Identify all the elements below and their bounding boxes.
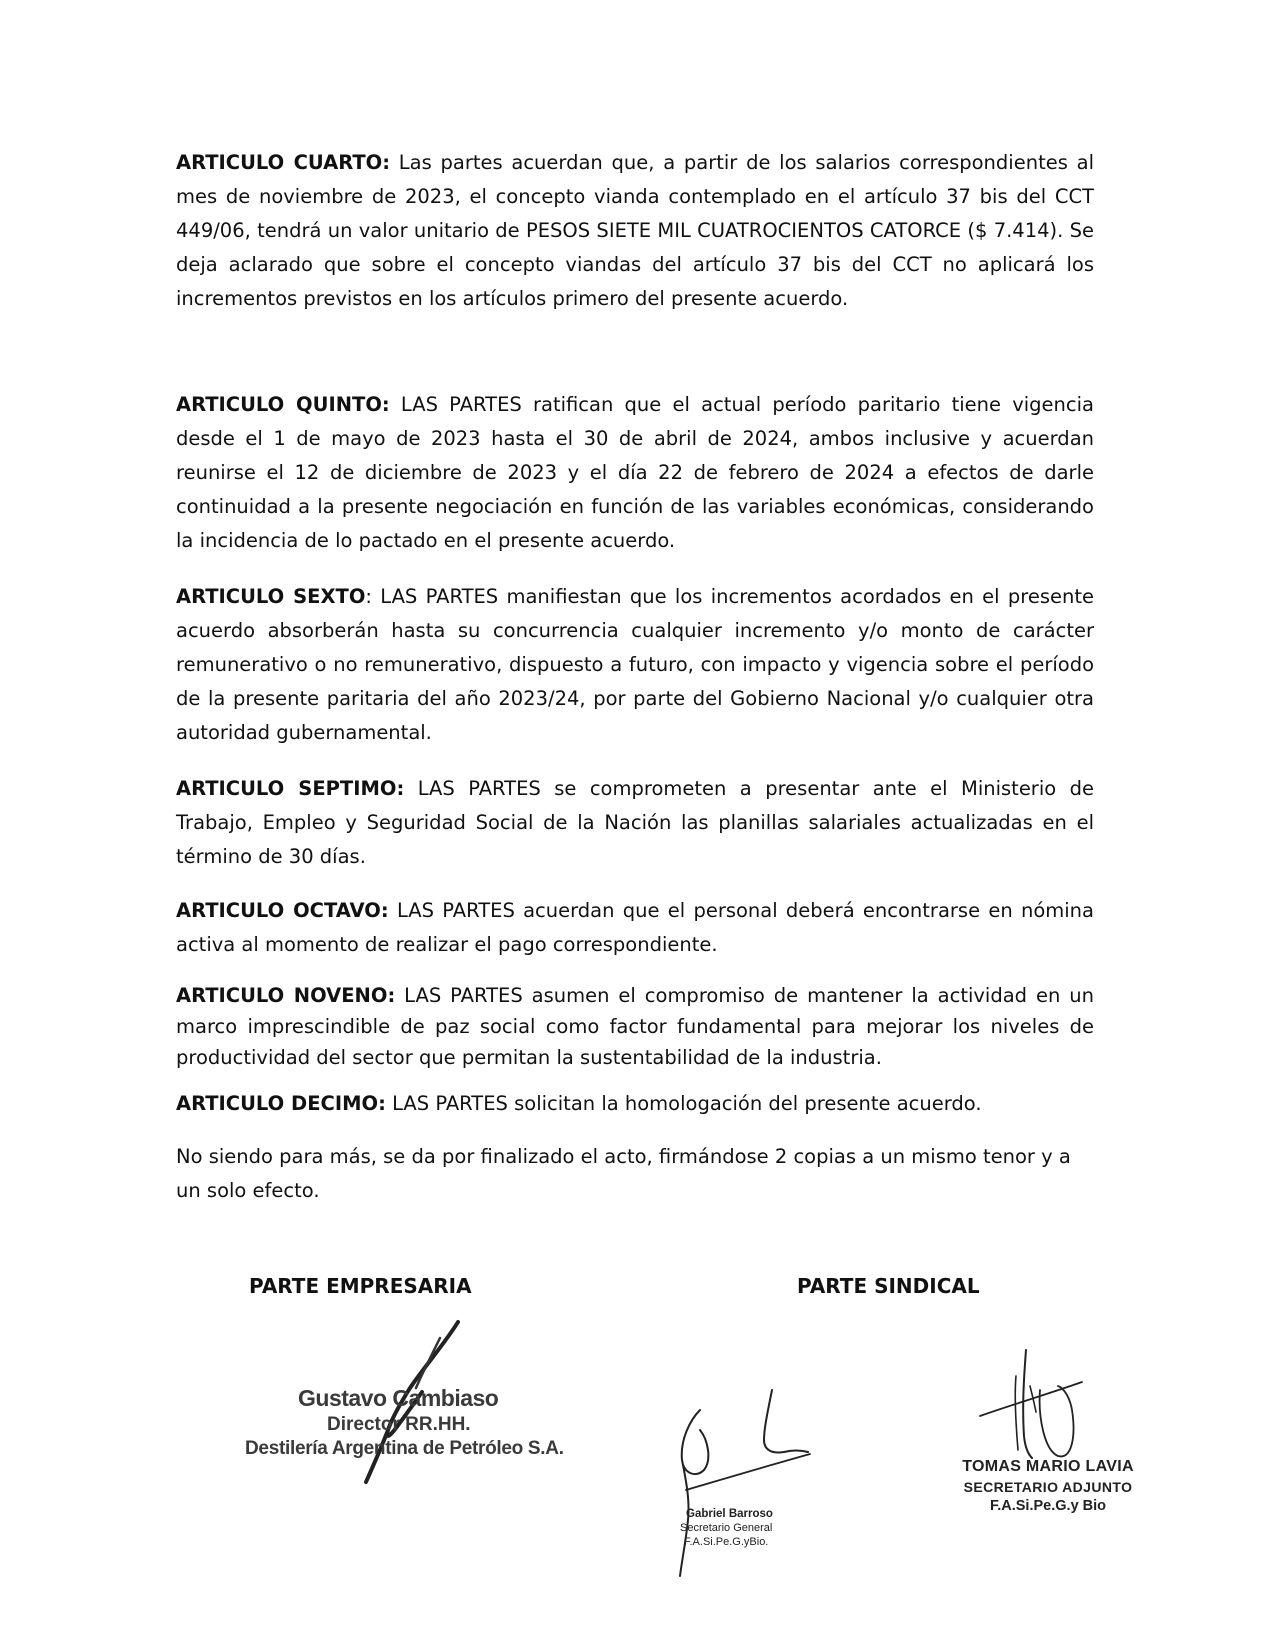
article-text: LAS PARTES ratifican que el actual período paritario tiene vigencia desde el 1 de mayo de 2023 hasta el 30 de abril de 2024, ambos inclusive y acuerdan reunirse el 12 de diciembre de 2023 y el día 22 de febrero de 2024 a efectos de darle continuidad a la presente negociación en función de las variables económicas, considerando la incidencia de lo pactado en el presente acuerdo. xyxy=(176,393,1094,552)
article-heading: ARTICULO OCTAVO: xyxy=(176,899,389,922)
stamp-name: TOMAS MARIO LAVIA xyxy=(962,1458,1134,1475)
stamp-role: Director RR.HH. xyxy=(327,1414,471,1435)
stamp-org: F.A.Si.Pe.G.y Bio xyxy=(989,1498,1107,1514)
article-text: LAS PARTES se comprometen a presentar ante el Ministerio de Trabajo, Empleo y Seguridad Social de la Nación las planillas salariales actualizadas en el término de 30 días. xyxy=(176,777,1094,868)
article-sexto xyxy=(176,580,1094,750)
article-cuarto xyxy=(176,146,1094,316)
article-heading: ARTICULO QUINTO: xyxy=(176,393,390,416)
article-text: LAS PARTES asumen el compromiso de mantener la actividad en un marco imprescindible de paz social como factor fundamental para mejorar los niveles de productividad del sector que permitan la sustentabilidad de la industria. xyxy=(176,984,1094,1069)
signature-barroso xyxy=(660,1380,820,1580)
closing-paragraph: No siendo para más, se da por finalizado el acto, firmándose 2 copias a un mismo tenor y a un solo efecto. xyxy=(176,1145,1071,1202)
article-text: LAS PARTES solicitan la homologación del presente acuerdo. xyxy=(385,1092,982,1115)
article-heading: ARTICULO SEXTO xyxy=(176,585,366,608)
article-heading: ARTICULO DECIMO: xyxy=(176,1092,386,1115)
article-text: : LAS PARTES manifiestan que los incrementos acordados en el presente acuerdo absorberán hasta su concurrencia cualquier incremento y/o monto de carácter remunerativo o no remunerativo, dispuesto a futuro, con impacto y vigencia sobre el período de la presente paritaria del año 2023/24, por parte del Gobierno Nacional y/o cualquier otra autoridad gubernamental. xyxy=(176,585,1094,744)
stamp-name: Gabriel Barroso xyxy=(686,1508,773,1520)
stamp-role: Secretario General xyxy=(680,1522,773,1534)
article-heading: ARTICULO SEPTIMO: xyxy=(176,777,405,800)
stamp-name: Gustavo Cambiaso xyxy=(298,1385,499,1411)
stamp-lavia xyxy=(938,1458,1158,1514)
signature-lavia xyxy=(978,1346,1098,1466)
article-heading: ARTICULO NOVENO: xyxy=(176,984,396,1007)
stamp-role: SECRETARIO ADJUNTO xyxy=(963,1479,1133,1495)
parte-empresaria-heading: PARTE EMPRESARIA xyxy=(249,1274,472,1298)
article-text: Las partes acuerdan que, a partir de los salarios correspondientes al mes de noviembre de 2023, el concepto vianda contemplado en el artículo 37 bis del CCT 449/06, tendrá un valor unitario de PESOS SIETE MIL CUATROCIENTOS CATORCE ($ 7.414). Se deja aclarado que sobre el concepto viandas del artículo 37 bis del CCT no aplicará los incrementos previstos en los artículos primero del presente acuerdo. xyxy=(176,151,1094,310)
article-text: LAS PARTES acuerdan que el personal deberá encontrarse en nómina activa al momento de realizar el pago correspondiente. xyxy=(176,899,1094,956)
article-heading: ARTICULO CUARTO: xyxy=(176,151,391,174)
stamp-org: Destilería Argentina de Petróleo S.A. xyxy=(245,1438,564,1459)
article-decimo xyxy=(176,1087,1094,1121)
parte-sindical-heading: PARTE SINDICAL xyxy=(797,1274,980,1298)
stamp-barroso xyxy=(680,1507,836,1549)
article-quinto xyxy=(176,388,1094,558)
article-octavo xyxy=(176,894,1094,962)
stamp-empresa xyxy=(245,1385,565,1460)
article-septimo xyxy=(176,772,1094,874)
article-noveno xyxy=(176,980,1094,1073)
stamp-org: F.A.Si.Pe.G.yBio. xyxy=(684,1536,769,1548)
